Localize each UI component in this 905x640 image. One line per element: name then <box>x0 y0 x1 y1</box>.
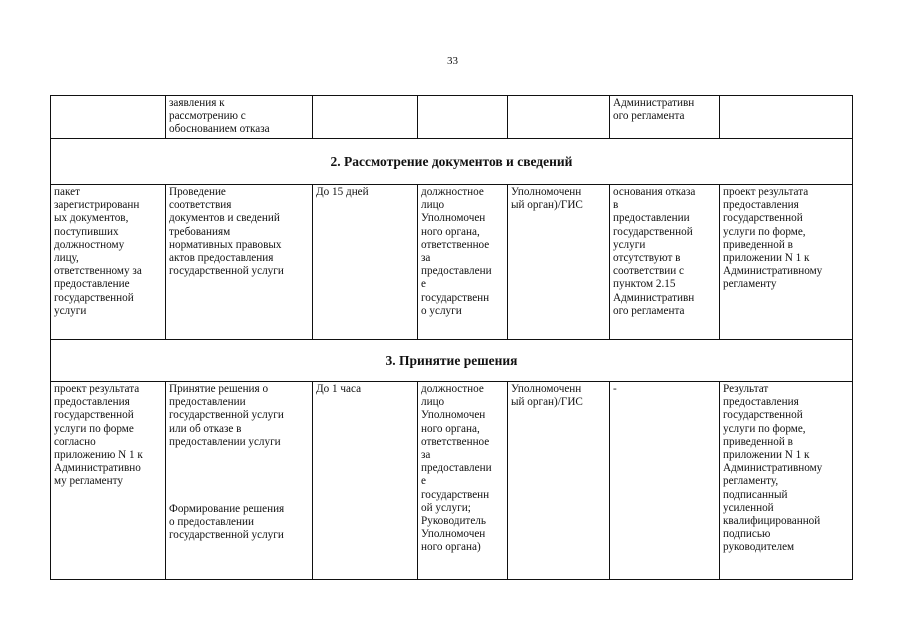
table-cell <box>51 96 166 139</box>
result-text: Результат предоставления государственной услуги по форме, приведенной в приложении N 1 к Административному регламенту, подписанный усиленной квалифицированной подписью руководителем <box>723 383 823 554</box>
criteria-text: - <box>613 383 617 395</box>
table-cell <box>166 185 313 340</box>
deadline-text: До 15 дней <box>316 186 369 198</box>
table-cell <box>166 382 313 580</box>
place-text: Уполномоченн ый орган)/ГИС <box>511 383 583 409</box>
action-text-2: Формирование решения о предоставлении государственной услуги <box>169 503 285 542</box>
table-cell <box>610 96 720 139</box>
action-text: Принятие решения о предоставлении государственной услуги или об отказе в предоставлении услуги <box>169 383 284 448</box>
place-text: Уполномоченн ый орган)/ГИС <box>511 186 583 212</box>
table-cell <box>51 185 166 340</box>
input-documents-text: проект результата предоставления государственной услуги по форме согласно приложению N 1 к Административно му регламенту <box>54 383 143 488</box>
spacer <box>169 449 309 503</box>
section-heading-2: 2. Рассмотрение документов и сведений <box>51 139 853 185</box>
page-number: 33 <box>447 55 458 67</box>
table-cell <box>610 382 720 580</box>
table-cell <box>166 96 313 139</box>
table-cell <box>720 185 853 340</box>
table-cell <box>51 382 166 580</box>
table-cell <box>508 185 610 340</box>
regulation-ref-text: Административн ого регламента <box>613 97 695 123</box>
table-cell <box>720 96 853 139</box>
table-row <box>51 96 853 139</box>
section-row <box>51 139 853 185</box>
table-cell <box>508 96 610 139</box>
criteria-text: основания отказа в предоставлении государственной услуги отсутствуют в соответствии с пунктом 2.15 Административн ого регламента <box>613 186 696 317</box>
table-cell <box>313 185 418 340</box>
table-cell <box>508 382 610 580</box>
section-heading-3: 3. Принятие решения <box>51 340 853 382</box>
table-row <box>51 185 853 340</box>
deadline-text: До 1 часа <box>316 383 362 395</box>
procedure-table <box>50 95 853 580</box>
table-cell <box>418 382 508 580</box>
responsible-text: должностное лицо Уполномочен ного органа, ответственное за предоставлени е государственн ой услуги; Руководитель Уполномочен ного органа) <box>421 383 492 554</box>
responsible-text: должностное лицо Уполномочен ного органа, ответственное за предоставлени е государственн о услуги <box>421 186 492 317</box>
table-cell <box>313 96 418 139</box>
action-text: Проведение соответствия документов и сведений требованиям нормативных правовых актов предоставления государственной услуги <box>169 186 284 278</box>
input-documents-text: пакет зарегистрированн ых документов, поступивших должностному лицу, ответственному за предоставление государственной услуги <box>54 186 142 317</box>
table-cell <box>313 382 418 580</box>
table-cell <box>418 96 508 139</box>
table-row <box>51 382 853 580</box>
section-row <box>51 340 853 382</box>
table-cell <box>418 185 508 340</box>
refusal-justification-text: заявления к рассмотрению с обоснованием отказа <box>169 97 270 136</box>
result-text: проект результата предоставления государственной услуги по форме, приведенной в приложении N 1 к Административному регламенту <box>723 186 823 291</box>
table-cell <box>720 382 853 580</box>
table-cell <box>610 185 720 340</box>
